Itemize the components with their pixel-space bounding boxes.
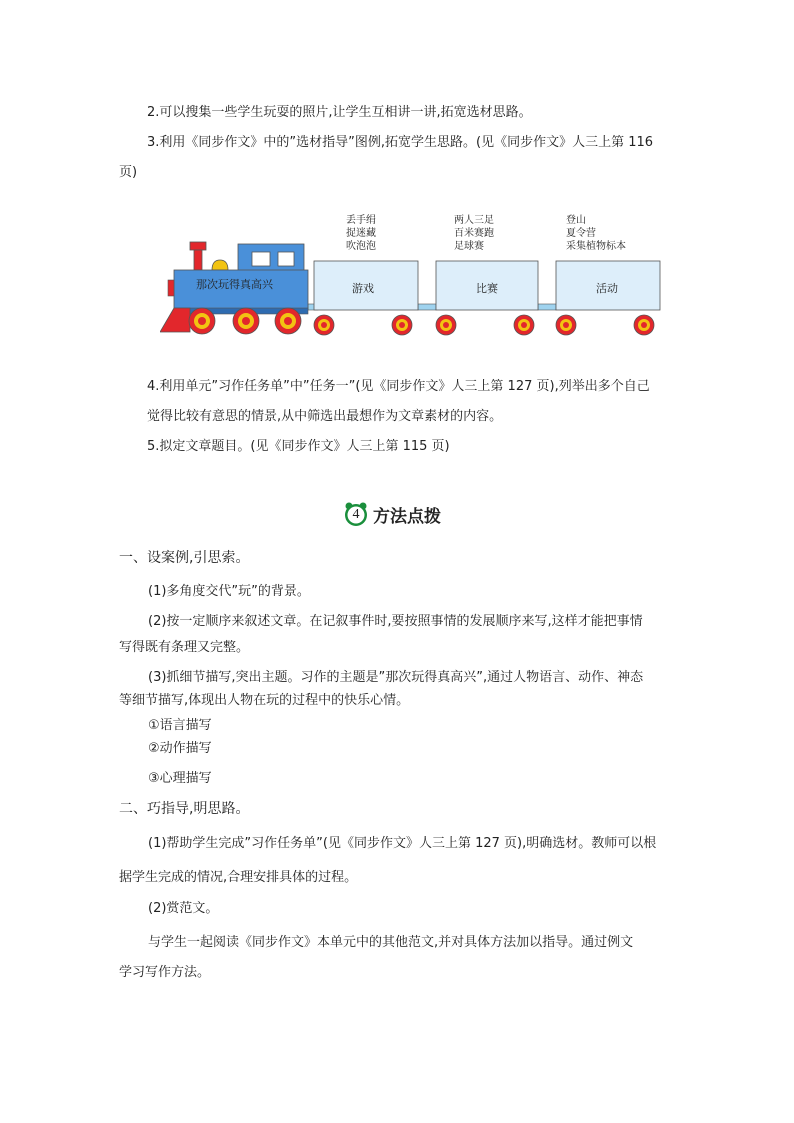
paragraph-2: 2.可以搜集一些学生玩耍的照片,让学生互相讲一讲,拓宽选材思路。 [147, 105, 532, 120]
sub-item-3: ③心理描写 [148, 771, 212, 786]
paragraph-4-line-2: 觉得比较有意思的情景,从中筛选出最想作为文章素材的内容。 [147, 409, 503, 424]
guide-3-line-2: 学习写作方法。 [119, 965, 211, 980]
car-3-wheel-left [556, 315, 576, 335]
car-1-label: 游戏 [352, 282, 374, 295]
guide-1-line-2: 据学生完成的情况,合理安排具体的过程。 [119, 870, 358, 885]
guide-3-line-1: 与学生一起阅读《同步作文》本单元中的其他范文,并对具体方法加以指导。通过例文 [148, 935, 634, 950]
paragraph-3-line-1: 3.利用《同步作文》中的”选材指导”图例,拓宽学生思路。(见《同步作文》人三上第 116 [147, 135, 654, 150]
car-1-item-1: 丢手绢 [346, 215, 376, 226]
car-1-item-2: 捉迷藏 [346, 228, 376, 239]
item-2-line-1: (2)按一定顺序来叙述文章。在记叙事件时,要按照事情的发展顺序来写,这样才能把事情 [148, 614, 643, 629]
cowcatcher [160, 308, 190, 332]
headlamp [168, 280, 174, 296]
car-2-label: 比赛 [476, 282, 498, 295]
paragraph-5: 5.拟定文章题目。(见《同步作文》人三上第 115 页) [147, 439, 450, 454]
car-1-wheel-left [314, 315, 334, 335]
car-2-wheel-left [436, 315, 456, 335]
item-1: (1)多角度交代”玩”的背景。 [148, 584, 310, 599]
item-3-line-1: (3)抓细节描写,突出主题。习作的主题是”那次玩得真高兴”,通过人物语言、动作、神态 [148, 670, 644, 685]
cab-window-1 [252, 252, 270, 266]
car-3-item-1: 登山 [566, 215, 586, 226]
coupler-3 [538, 304, 556, 310]
car-3-item-2: 夏令营 [566, 228, 596, 239]
engine-label: 那次玩得真高兴 [196, 278, 273, 291]
sub-item-1: ①语言描写 [148, 718, 212, 733]
car-1-item-3: 吹泡泡 [346, 241, 376, 252]
car-2-item-2: 百米赛跑 [454, 228, 494, 239]
chimney-top [190, 242, 206, 250]
car-2-item-3: 足球赛 [454, 241, 484, 252]
sub-item-2: ②动作描写 [148, 741, 212, 756]
heading-2: 二、巧指导,明思路。 [119, 801, 250, 817]
car-3-wheel-right [634, 315, 654, 335]
guide-1-line-1: (1)帮助学生完成”习作任务单”(见《同步作文》人三上第 127 页),明确选材。教师可以根 [148, 836, 657, 851]
car-3-label: 活动 [596, 282, 618, 295]
car-3-item-3: 采集植物标本 [566, 241, 626, 252]
coupler-2 [418, 304, 436, 310]
paragraph-4-line-1: 4.利用单元”习作任务单”中”任务一”(见《同步作文》人三上第 127 页),列举出多个自己 [147, 379, 650, 394]
guide-2: (2)赏范文。 [148, 901, 219, 916]
chimney [194, 250, 202, 270]
engine-wheel-2 [233, 308, 259, 334]
cab-window-2 [278, 252, 294, 266]
number-badge-icon [343, 501, 369, 527]
dome [212, 260, 228, 270]
engine-wheel-3 [275, 308, 301, 334]
item-3-line-2: 等细节描写,体现出人物在玩的过程中的快乐心情。 [119, 693, 410, 708]
car-1-wheel-right [392, 315, 412, 335]
engine-wheel-1 [189, 308, 215, 334]
paragraph-3-line-2: 页) [119, 165, 138, 180]
heading-1: 一、设案例,引思索。 [119, 550, 250, 566]
section-heading [343, 500, 441, 528]
item-2-line-2: 写得既有条理又完整。 [119, 640, 250, 655]
section-title: 方法点拨 [373, 506, 441, 527]
car-2-wheel-right [514, 315, 534, 335]
car-2-item-1: 两人三足 [454, 215, 494, 226]
section-number: 4 [352, 507, 360, 522]
